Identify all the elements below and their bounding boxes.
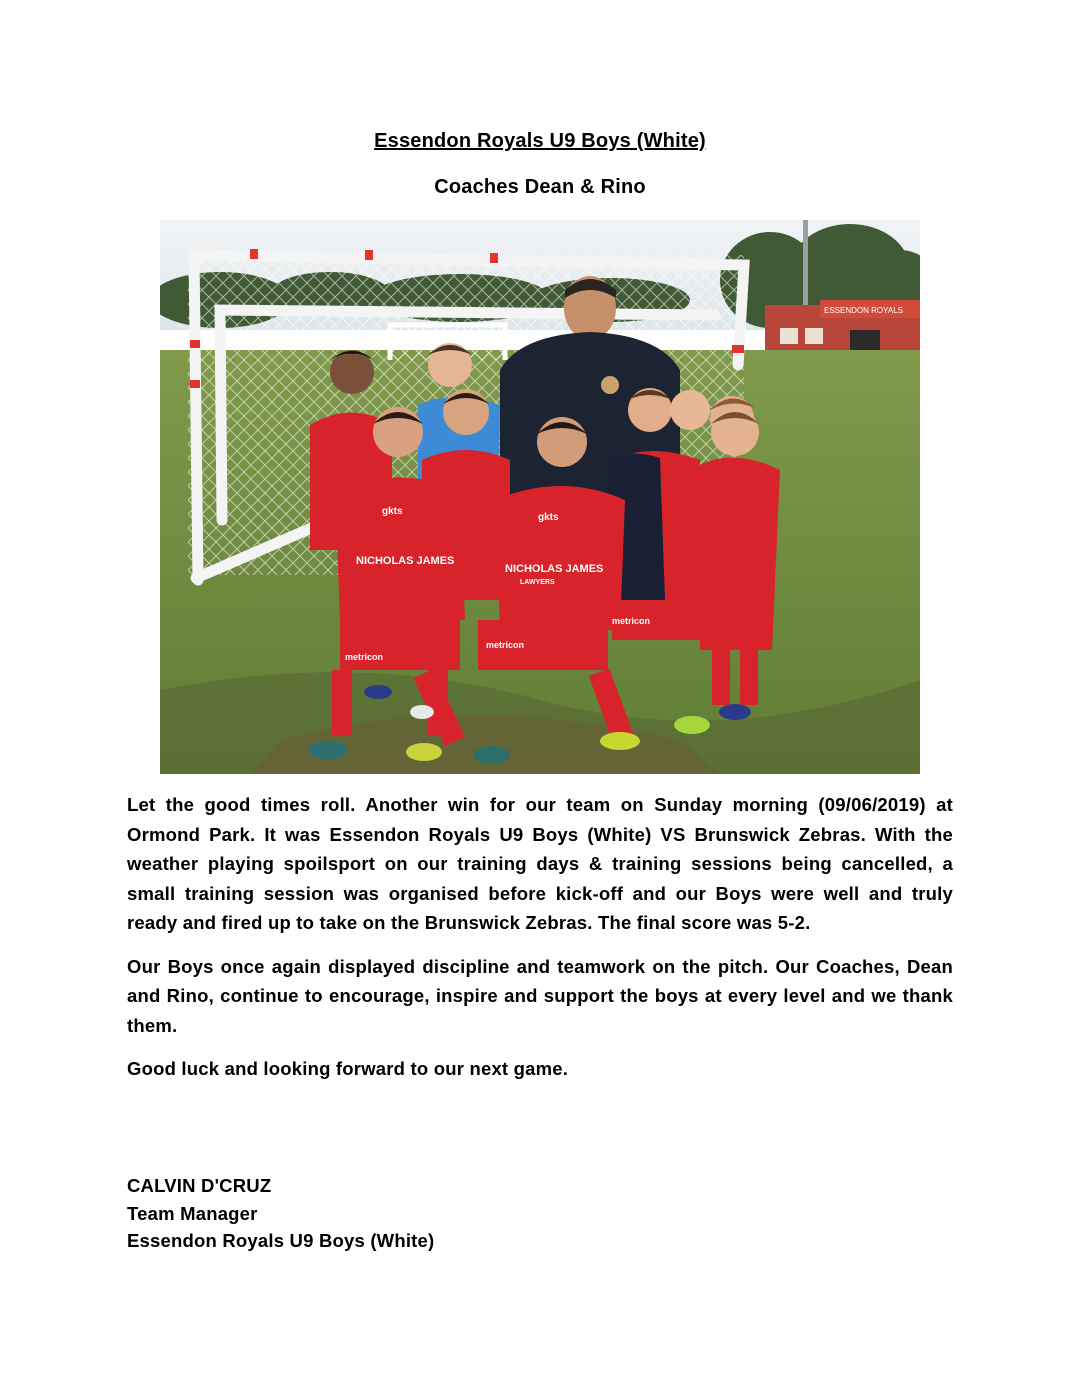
shirt-sponsor: gkts: [538, 512, 559, 523]
team-photo: [160, 220, 920, 774]
signature-role: Team Manager: [127, 1202, 258, 1224]
article-body: [127, 790, 953, 1098]
document-title: Essendon Royals U9 Boys (White): [374, 130, 706, 152]
clubhouse-sign: ESSENDON ROYALS: [824, 306, 903, 315]
paragraph-1: Let the good times roll. Another win for our team on Sunday morning (09/06/2019) at Ormond Park. It was Essendon Royals U9 Boys (White) VS Brunswick Zebras. With the weather playing spoilsport on our training days & training sessions being cancelled, a small training session was organised before kick-off and our Boys were well and truly ready and fired up to take on the Brunswick Zebras. The final score was 5-2.: [127, 794, 953, 933]
signature-name: CALVIN D'CRUZ: [127, 1175, 272, 1196]
shorts-print: metricon: [486, 640, 525, 650]
shirt-print: NICHOLAS JAMES: [356, 555, 455, 567]
shirt-print: NICHOLAS JAMES: [505, 563, 604, 575]
shirt-subprint: LAWYERS: [520, 579, 555, 586]
shorts-print: metricon: [612, 616, 651, 626]
shorts-print: metricon: [345, 652, 384, 662]
document-subtitle: Coaches Dean & Rino: [434, 176, 646, 198]
paragraph-3: Good luck and looking forward to our next game.: [127, 1058, 569, 1079]
signature-block: [127, 1172, 827, 1255]
shirt-sponsor: gkts: [382, 506, 403, 517]
paragraph-2: Our Boys once again displayed discipline and teamwork on the pitch. Our Coaches, Dean and Rino, continue to encourage, inspire and support the boys at every level and we thank them.: [127, 955, 953, 1036]
signature-team: Essendon Royals U9 Boys (White): [127, 1230, 435, 1251]
